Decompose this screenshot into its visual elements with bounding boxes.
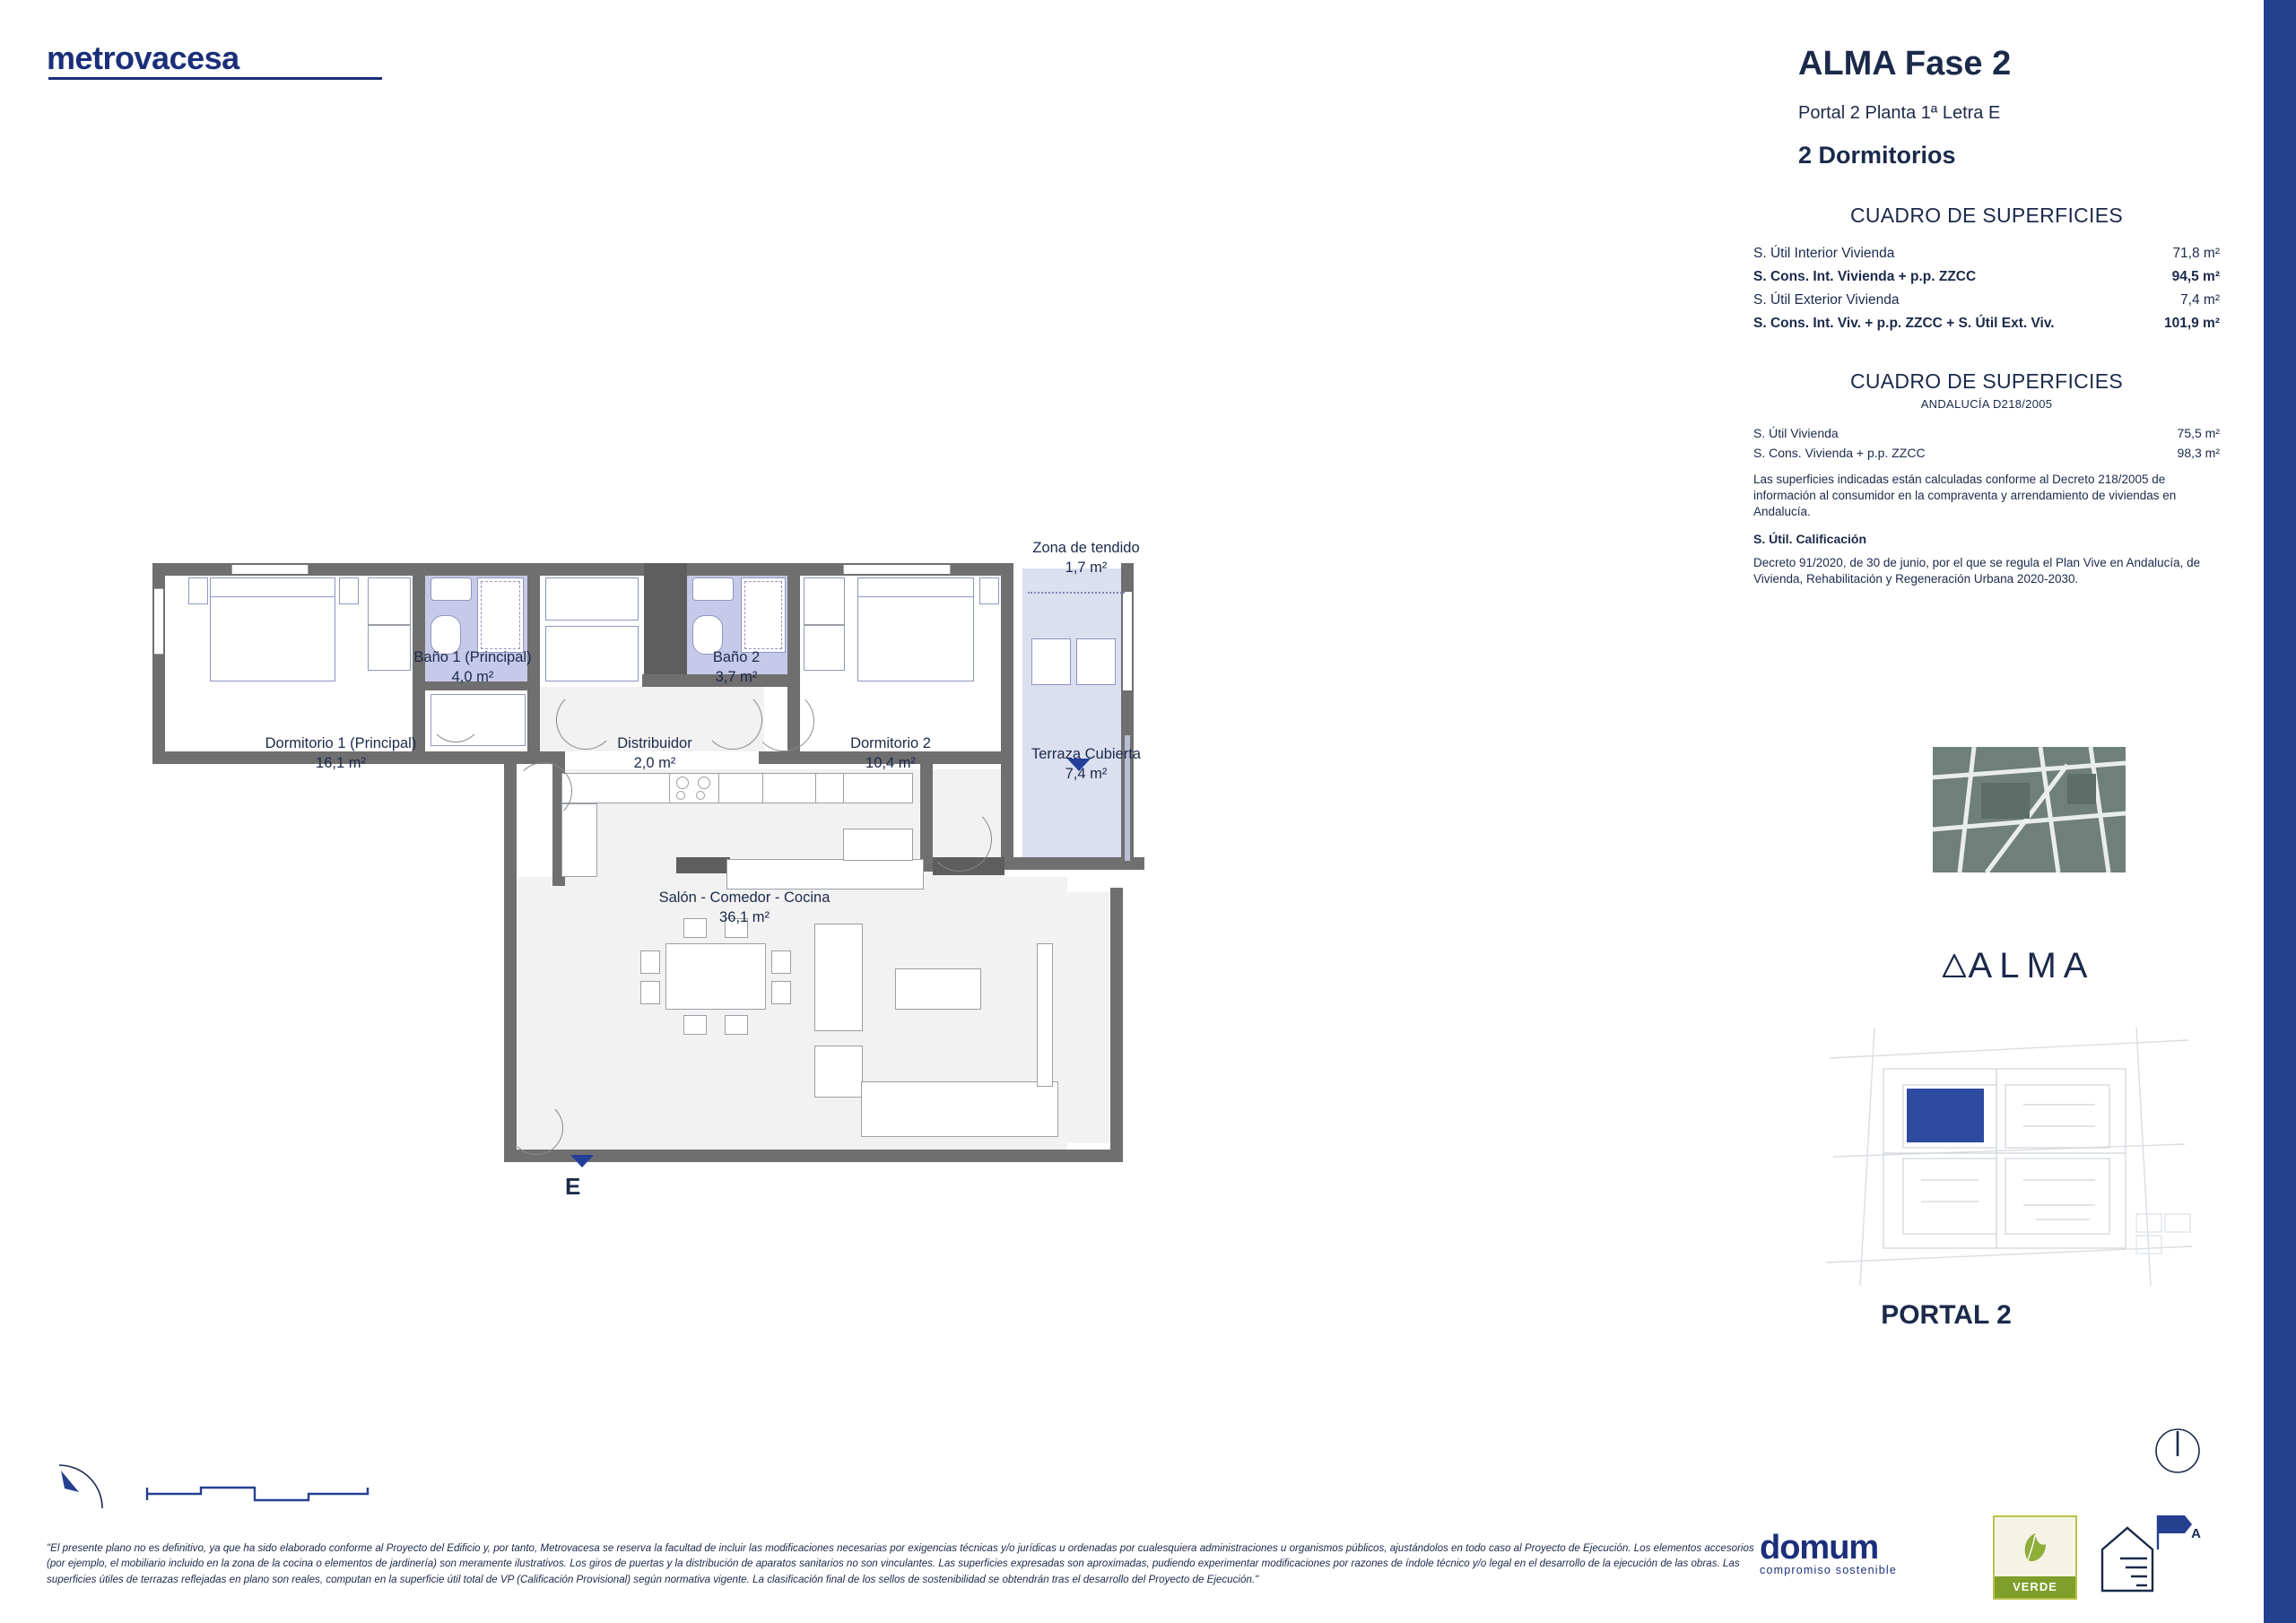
window-bedroom1 <box>154 588 163 655</box>
furniture-nightstand-1b <box>339 577 359 604</box>
entry-letter: E <box>565 1173 581 1200</box>
furniture-tendido-a <box>1031 638 1071 685</box>
cooktop-burner-4-icon <box>696 791 705 800</box>
room-area: 36,1 m² <box>719 909 770 926</box>
furniture-tv-unit <box>1037 943 1053 1087</box>
legal-note-1: Las superficies indicadas están calculadas conforme al Decreto 218/2005 de información al consumidor en la compraventa y arrendamiento de viviendas en Andalucía. <box>1753 473 2177 519</box>
room-label-bath1 <box>378 647 567 688</box>
area-label: S. Cons. Int. Viv. + p.p. ZZCC + S. Útil Ext. Viv. <box>1753 316 2055 331</box>
room-label-terraza <box>1003 744 1170 785</box>
floor-plan <box>135 538 1704 1237</box>
room-area: 1,7 m² <box>1065 560 1108 577</box>
energy-rating-badge <box>2095 1508 2203 1598</box>
area-value: 75,5 m² <box>2177 426 2220 440</box>
room-name: Dormitorio 2 <box>850 735 931 751</box>
site-plan <box>1821 1022 2197 1291</box>
window-terrace <box>1123 592 1132 690</box>
furniture-dining-chair-1 <box>640 950 660 974</box>
verde-seal <box>1993 1515 2077 1600</box>
north-indicator-icon <box>2152 1426 2203 1476</box>
furniture-dining-table <box>665 943 766 1010</box>
room-label-zona-tendido <box>1003 538 1170 578</box>
location-map-thumbnail <box>1933 747 2126 872</box>
room-name: Baño 2 <box>712 649 761 665</box>
room-name: Baño 1 (Principal) <box>413 649 532 665</box>
area-value: 7,4 m² <box>2180 292 2220 308</box>
wall-salon-bottom2 <box>728 1150 1123 1162</box>
table-row <box>1753 265 2220 289</box>
furniture-bed-2-headboard <box>857 577 974 597</box>
legal-note-2: Decreto 91/2020, de 30 de junio, por el que se regula el Plan Vive en Andalucía, de Vivienda, Rehabilitación y Regeneración Urbana 2020-2030. <box>1753 555 2201 586</box>
room-area: 10,4 m² <box>865 755 916 772</box>
furniture-nightstand-2 <box>979 577 999 604</box>
room-name: Terraza Cubierta <box>1031 746 1141 762</box>
cooktop-burner-1-icon <box>676 777 689 789</box>
wall-salon-right <box>1110 888 1123 1162</box>
door-arc-entry <box>509 1101 563 1155</box>
furniture-dining-chair-4 <box>771 981 791 1004</box>
unit-subtitle: Portal 2 Planta 1ª Letra E <box>1798 103 2001 123</box>
info-panel <box>1753 45 2220 587</box>
access-arrow-entry-icon <box>570 1155 594 1167</box>
room-area: 2,0 m² <box>633 755 676 772</box>
metrovacesa-logo <box>47 39 239 77</box>
areas-section-subtitle-2: ANDALUCÍA D218/2005 <box>1920 397 2053 411</box>
room-name: Distribuidor <box>617 735 692 751</box>
areas-table-2 <box>1753 423 2220 463</box>
areas-section-title: CUADRO DE SUPERFICIES <box>1849 204 2124 227</box>
area-value: 98,3 m² <box>2177 446 2220 460</box>
furniture-sink-bath2 <box>692 577 734 601</box>
domum-logo <box>1760 1529 1984 1576</box>
north-compass-icon <box>56 1462 106 1512</box>
furniture-dining-chair-7 <box>683 1015 707 1035</box>
cooktop-burner-3-icon <box>676 791 685 800</box>
room-name: Zona de tendido <box>1032 540 1140 556</box>
area-label: S. Cons. Vivienda + p.p. ZZCC <box>1753 446 1926 460</box>
door-arc-terrace <box>927 807 992 872</box>
furniture-shower-tray-bath1 <box>481 581 520 649</box>
room-label-bath2 <box>660 647 813 688</box>
portal-label: PORTAL 2 <box>1881 1300 2012 1330</box>
furniture-closet-2a <box>545 577 639 621</box>
furniture-fridge <box>843 773 913 803</box>
furniture-shower-tray-bath2 <box>744 581 782 649</box>
room-label-bedroom1 <box>233 733 448 774</box>
area-value: 94,5 m² <box>2171 269 2220 284</box>
furniture-cooktop <box>669 773 719 803</box>
alma-logo-text: ALMA <box>1968 946 2095 985</box>
furniture-nightstand-1a <box>188 577 208 604</box>
furniture-wardrobe-1-divider <box>368 624 411 626</box>
right-edge-bar <box>2264 0 2296 1623</box>
table-row <box>1753 289 2220 312</box>
areas-table-1 <box>1753 242 2220 335</box>
furniture-sink-kitchen <box>762 773 816 803</box>
rooms-count: 2 Dormitorios <box>1798 142 1956 169</box>
furniture-armchair-2 <box>814 1046 863 1098</box>
furniture-coffee-table <box>895 968 981 1010</box>
room-name: Salón - Comedor - Cocina <box>658 890 831 906</box>
leaf-icon <box>2015 1530 2055 1569</box>
window-bedroom2-top <box>843 565 951 574</box>
furniture-sink-bath1 <box>430 577 472 601</box>
brand-underline <box>48 77 382 80</box>
room-label-salon <box>619 888 870 928</box>
domum-tagline: compromiso sostenible <box>1760 1564 1898 1576</box>
wall-salon-left <box>504 764 517 1162</box>
alma-logo <box>1901 946 2161 986</box>
furniture-kitchen-counter-left <box>561 803 597 877</box>
furniture-kitchen-tall-unit <box>843 829 913 861</box>
area-label: S. Cons. Int. Vivienda + p.p. ZZCC <box>1753 269 1977 284</box>
furniture-dining-chair-8 <box>725 1015 748 1035</box>
window-bedroom1-top <box>231 565 309 574</box>
furniture-dining-chair-2 <box>640 981 660 1004</box>
room-label-bedroom2 <box>787 733 994 774</box>
legal-heading: S. Útil. Calificación <box>1753 531 1867 546</box>
cooktop-burner-2-icon <box>698 777 710 789</box>
area-value: 71,8 m² <box>2172 246 2220 261</box>
furniture-tendido-b <box>1076 638 1116 685</box>
wall-terrace-inner <box>1001 563 1013 868</box>
room-area: 7,4 m² <box>1065 766 1108 783</box>
furniture-kitchen-island <box>726 859 924 890</box>
domum-name: domum <box>1760 1529 1879 1567</box>
alma-mark-icon <box>1943 954 1966 977</box>
project-title: ALMA Fase 2 <box>1798 45 2012 82</box>
door-arc-distribuidor <box>515 762 572 820</box>
furniture-wardrobe-2-divider <box>804 624 845 626</box>
verde-label: VERDE <box>1995 1576 2075 1598</box>
drying-rack-icon <box>1028 592 1125 599</box>
area-value: 101,9 m² <box>2163 316 2220 331</box>
furniture-armchair-1 <box>814 924 863 1031</box>
area-label: S. Útil Interior Vivienda <box>1753 246 1895 261</box>
room-name: Dormitorio 1 (Principal) <box>265 735 417 751</box>
areas-section-title-2: CUADRO DE SUPERFICIES <box>1849 369 2124 393</box>
room-area: 16,1 m² <box>316 755 366 772</box>
area-label: S. Útil Vivienda <box>1753 426 1839 440</box>
furniture-sofa <box>861 1081 1058 1137</box>
energy-letter: A <box>2191 1526 2201 1541</box>
furniture-bed-1-headboard <box>210 577 335 597</box>
area-label: S. Útil Exterior Vivienda <box>1753 292 1900 308</box>
brand-name: metrovacesa <box>47 39 239 76</box>
furniture-dining-chair-3 <box>771 950 791 974</box>
table-row <box>1753 312 2220 335</box>
room-area: 4,0 m² <box>451 669 494 686</box>
room-label-distribuidor <box>565 733 744 774</box>
table-row <box>1753 242 2220 265</box>
scale-bar <box>145 1484 370 1504</box>
wall-kitchen-island-stub <box>676 857 730 873</box>
table-row <box>1753 423 2220 443</box>
legal-disclaimer: "El presente plano no es definitivo, ya que ha sido elaborado conforme al Proyecto del Edificio y, por tanto, Metrovacesa se reserva la facultad de incluir las modificaciones necesarias por exigencias técnicas y/o jurídicas u ordenadas por cualesquiera administraciones u organismos públicos, ajustándolos en todo caso al Proyecto de Ejecución. Los elementos accesorios (por ejemplo, el mobiliario incluido en la zona de la cocina o elementos de jardinería) son meramente ilustrativos. Los giros de puertas y la distribución de aparatos sanitarios no son vinculantes. Las superficies expresadas son aproximadas, pudiendo experimentar modificaciones por razones de índole técnico y/o legal en el desarrollo de la ejecución de las obras. Las superficies útiles de terrazas reflejadas en plano son reales, computan en la superficie útil total de VP (Calificación Provisional) según normativa vigente. La clasificación final de los sellos de sostenibilidad se obtendrán tras el desarrollo del Proyecto de Ejecución." <box>47 1542 1754 1585</box>
table-row <box>1753 443 2220 463</box>
room-area: 3,7 m² <box>715 669 758 686</box>
